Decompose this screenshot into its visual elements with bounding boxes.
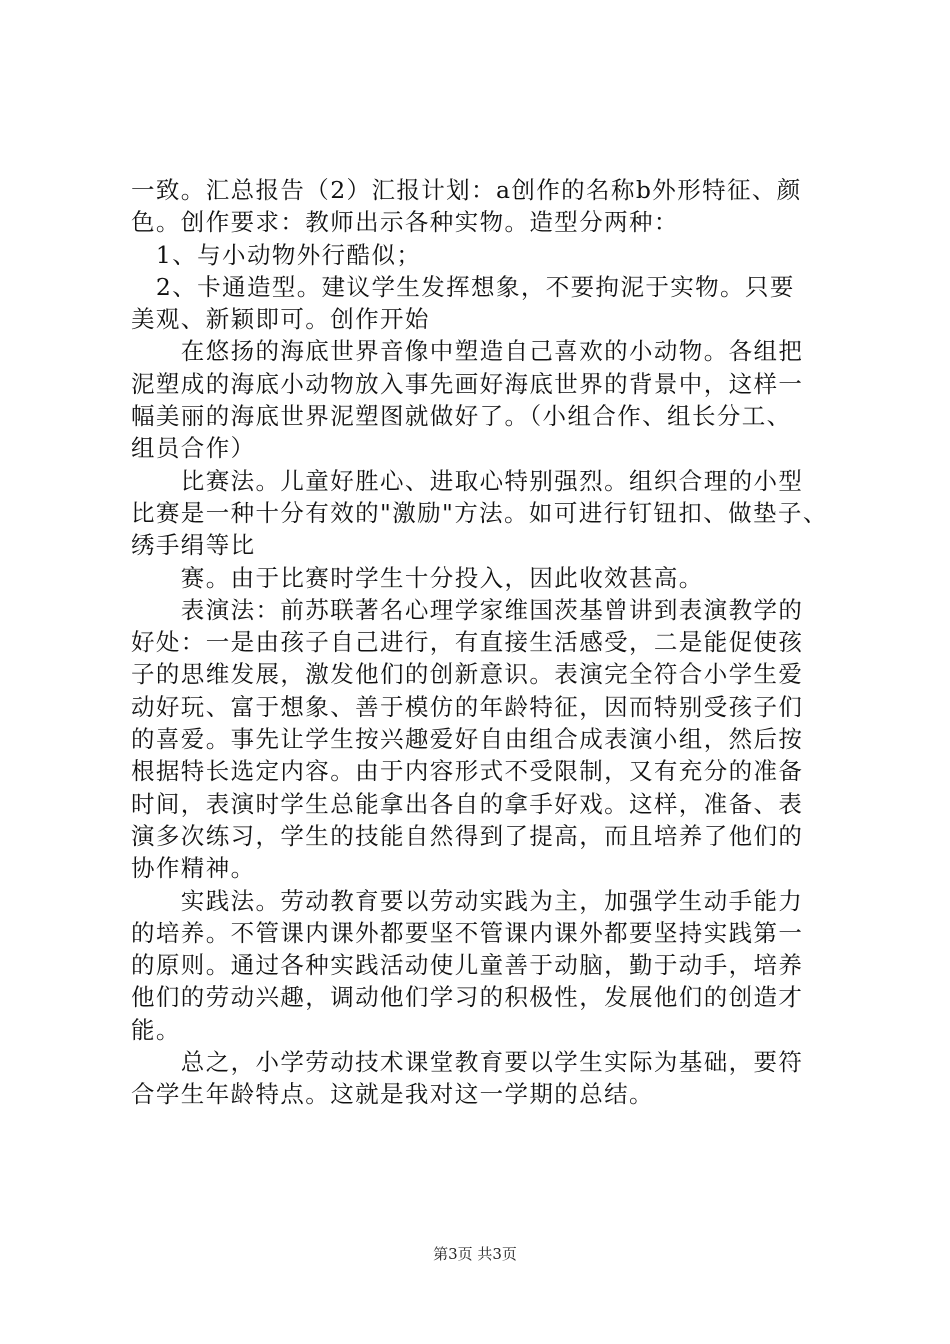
text-line: 实践法。劳动教育要以劳动实践为主，加强学生动手能力 [131, 886, 804, 915]
text-line: 在悠扬的海底世界音像中塑造自己喜欢的小动物。各组把 [131, 337, 804, 366]
text-line: 赛。由于比赛时学生十分投入，因此收效甚高。 [131, 563, 704, 592]
text-line: 能。 [131, 1015, 181, 1044]
text-line: 比赛法。儿童好胜心、进取心特别强烈。组织合理的小型 [131, 466, 804, 495]
text-line: 总之，小学劳动技术课堂教育要以学生实际为基础，要符 [131, 1048, 804, 1077]
text-line: 表演法：前苏联著名心理学家维国茨基曾讲到表演教学的 [131, 595, 804, 624]
page-number-footer: 第3页 共3页 [433, 1245, 517, 1263]
text-line: 比赛是一种十分有效的"激励"方法。如可进行钉钮扣、做垫子、 [131, 498, 828, 527]
text-line: 好处：一是由孩子自己进行，有直接生活感受，二是能促使孩 [131, 628, 804, 657]
text-line: 幅美丽的海底世界泥塑图就做好了。（小组合作、组长分工、 [131, 402, 792, 431]
text-line: 2、卡通造型。建议学生发挥想象，不要拘泥于实物。只要 [131, 272, 795, 301]
document-body [131, 174, 837, 1111]
text-line: 时间，表演时学生总能拿出各自的拿手好戏。这样，准备、表 [131, 789, 804, 818]
text-line: 色。创作要求：教师出示各种实物。造型分两种： [131, 208, 679, 237]
text-line: 动好玩、富于想象、善于模仿的年龄特征，因而特别受孩子们 [131, 692, 804, 721]
text-line: 的喜爱。事先让学生按兴趣爱好自由组合成表演小组，然后按 [131, 725, 804, 754]
text-line: 1、与小动物外行酷似； [131, 240, 422, 269]
text-line: 组员合作） [131, 434, 256, 463]
text-line: 的原则。通过各种实践活动使儿童善于动脑，勤于动手，培养 [131, 951, 804, 980]
text-line: 他们的劳动兴趣，调动他们学习的积极性，发展他们的创造才 [131, 983, 804, 1012]
text-line: 协作精神。 [131, 854, 256, 883]
text-line: 演多次练习，学生的技能自然得到了提高，而且培养了他们的 [131, 821, 804, 850]
text-line: 合学生年龄特点。这就是我对这一学期的总结。 [131, 1080, 654, 1109]
text-line: 一致。汇总报告（2）汇报计划：a创作的名称b外形特征、颜 [131, 176, 802, 204]
text-line: 的培养。不管课内课外都要坚不管课内课外都要坚持实践第一 [131, 918, 804, 947]
text-line: 子的思维发展，激发他们的创新意识。表演完全符合小学生爱 [131, 660, 804, 689]
text-line: 绣手绢等比 [131, 531, 256, 560]
text-line: 根据特长选定内容。由于内容形式不受限制，又有充分的准备 [131, 757, 804, 786]
text-line: 美观、新颖即可。创作开始 [131, 305, 430, 334]
text-line: 泥塑成的海底小动物放入事先画好海底世界的背景中，这样一 [131, 369, 804, 398]
